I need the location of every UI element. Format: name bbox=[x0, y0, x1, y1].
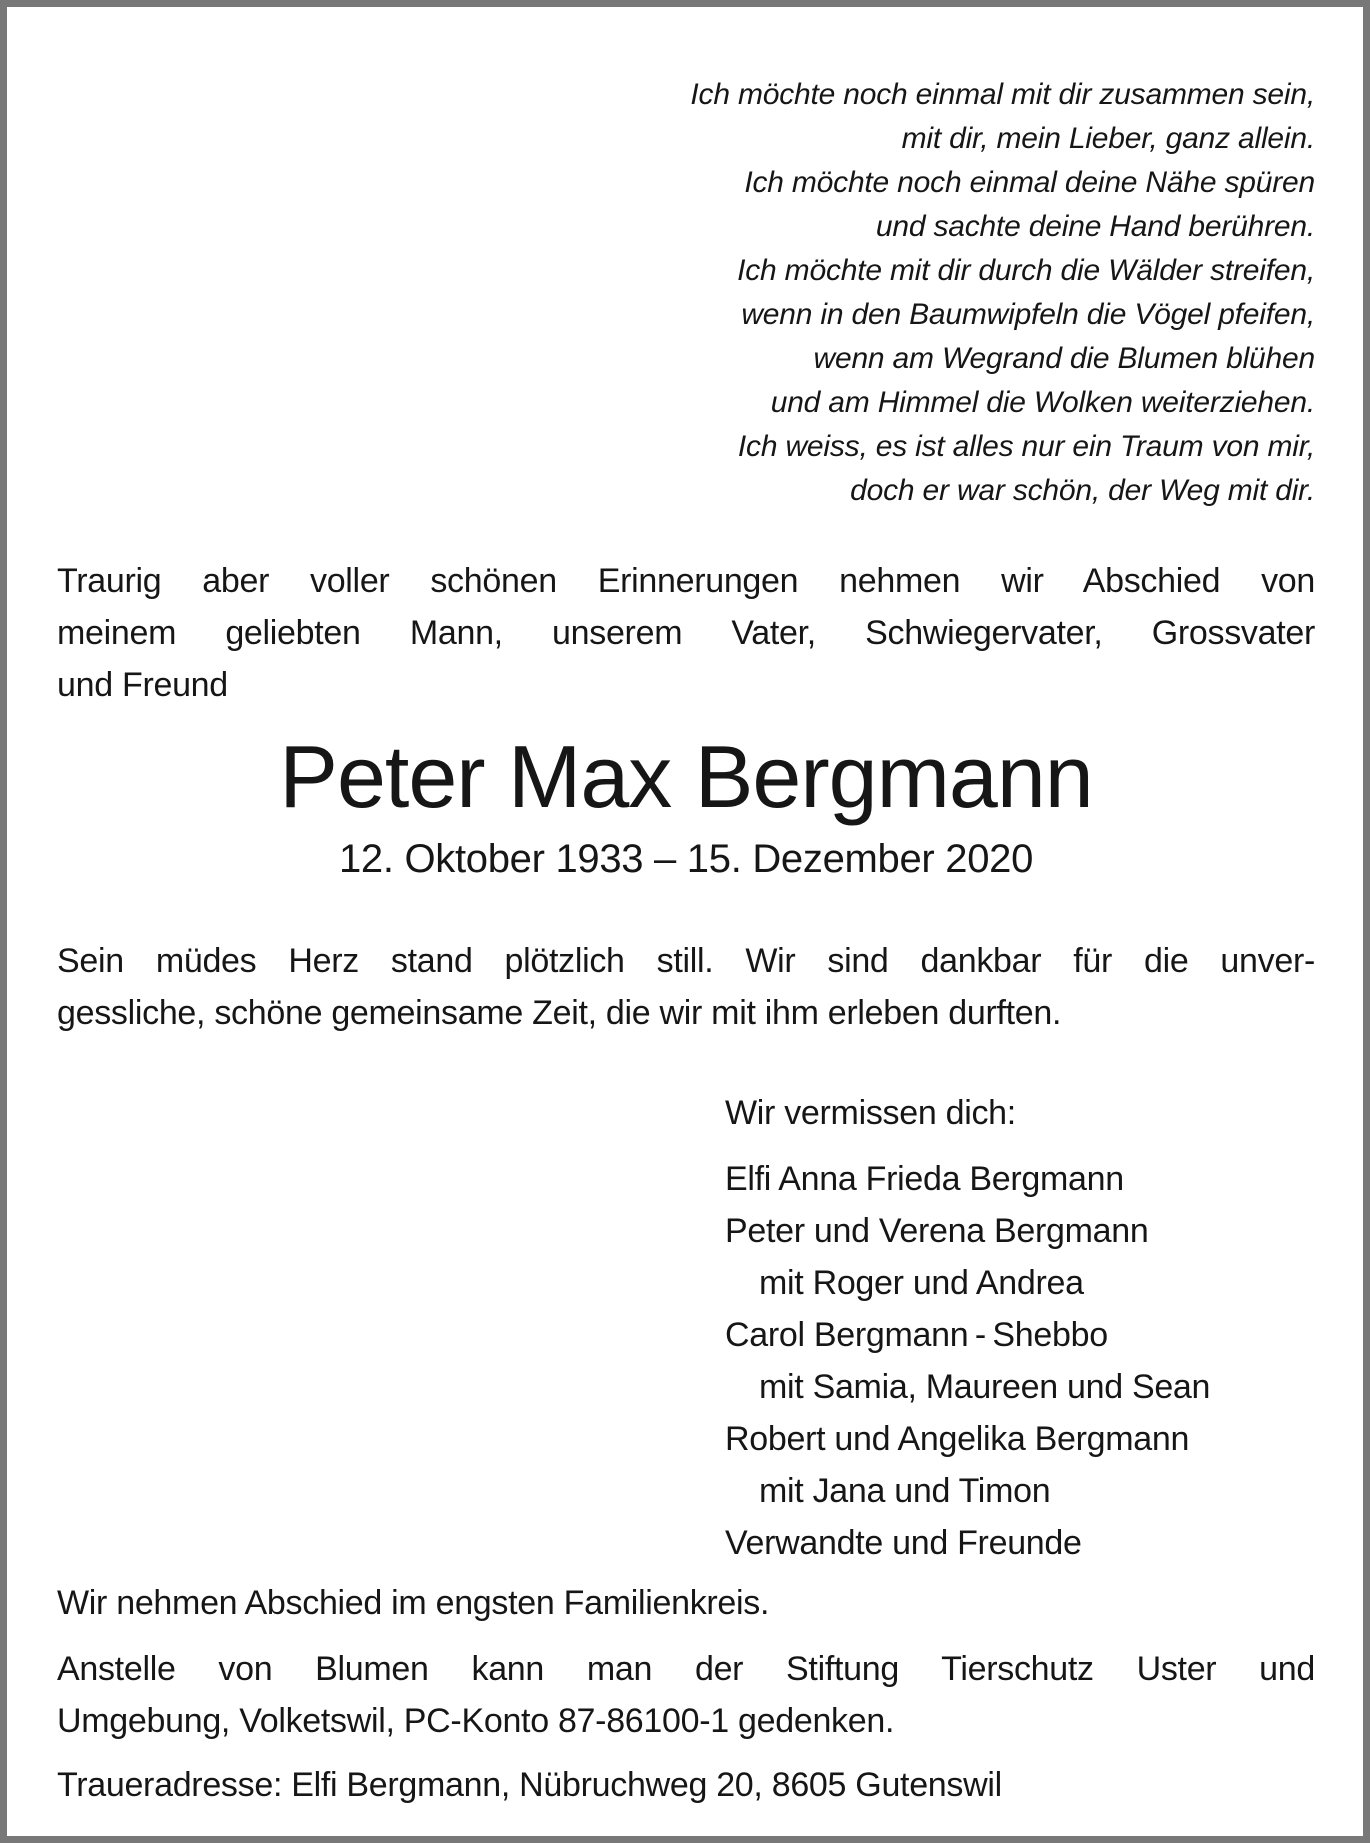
donation-line: Anstelle von Blumen kann man der Stiftung Tierschutz Uster und bbox=[57, 1650, 1315, 1688]
mourners-section bbox=[725, 1087, 1315, 1569]
mourner-name: Verwandte und Freunde bbox=[725, 1524, 1082, 1562]
poem-line: wenn in den Baumwipfeln die Vögel pfeifen, bbox=[741, 298, 1315, 331]
farewell-note: Wir nehmen Abschied im engsten Familienkreis. bbox=[57, 1584, 770, 1622]
mourner-name: Peter und Verena Bergmann bbox=[725, 1212, 1149, 1250]
mourner-name: Carol Bergmann - Shebbo bbox=[725, 1316, 1108, 1354]
announcement-line: meinem geliebten Mann, unserem Vater, Schwiegervater, Grossvater bbox=[57, 614, 1315, 652]
announcement-line: und Freund bbox=[57, 666, 228, 704]
condolence-paragraph bbox=[57, 935, 1315, 1039]
poem-line: Ich möchte mit dir durch die Wälder streifen, bbox=[737, 254, 1315, 287]
poem-line: Ich möchte noch einmal deine Nähe spüren bbox=[744, 166, 1315, 199]
mourner-name: mit Jana und Timon bbox=[759, 1472, 1051, 1510]
poem-line: Ich weiss, es ist alles nur ein Traum von mir, bbox=[737, 430, 1315, 463]
poem-line: Ich möchte noch einmal mit dir zusammen sein, bbox=[690, 78, 1315, 111]
mourners-heading: Wir vermissen dich: bbox=[725, 1094, 1016, 1132]
poem-line: und am Himmel die Wolken weiterziehen. bbox=[770, 386, 1315, 419]
announcement-line: Traurig aber voller schönen Erinnerungen nehmen wir Abschied von bbox=[57, 562, 1315, 600]
mourning-address: Traueradresse: Elfi Bergmann, Nübruchweg 20, 8605 Gutenswil bbox=[57, 1766, 1002, 1804]
poem-line: wenn am Wegrand die Blumen blühen bbox=[813, 342, 1315, 375]
condolence-line: gessliche, schöne gemeinsame Zeit, die wir mit ihm erleben durften. bbox=[57, 994, 1062, 1032]
announcement-paragraph bbox=[57, 555, 1315, 711]
donation-note bbox=[57, 1643, 1315, 1747]
memorial-poem bbox=[57, 73, 1315, 513]
donation-line: Umgebung, Volketswil, PC-Konto 87-86100-1 gedenken. bbox=[57, 1702, 895, 1740]
mourners-list bbox=[725, 1153, 1315, 1569]
mourner-name: mit Samia, Maureen und Sean bbox=[759, 1368, 1211, 1406]
deceased-name: Peter Max Bergmann bbox=[279, 727, 1093, 826]
mourner-name: Elfi Anna Frieda Bergmann bbox=[725, 1160, 1124, 1198]
condolence-line: Sein müdes Herz stand plötzlich still. Wir sind dankbar für die unver- bbox=[57, 942, 1315, 980]
poem-line: und sachte deine Hand berühren. bbox=[875, 210, 1315, 243]
poem-line: mit dir, mein Lieber, ganz allein. bbox=[901, 122, 1315, 155]
mourner-name: Robert und Angelika Bergmann bbox=[725, 1420, 1190, 1458]
life-dates: 12. Oktober 1933 – 15. Dezember 2020 bbox=[338, 837, 1034, 881]
poem-line: doch er war schön, der Weg mit dir. bbox=[850, 474, 1315, 507]
mourner-name: mit Roger und Andrea bbox=[759, 1264, 1084, 1302]
